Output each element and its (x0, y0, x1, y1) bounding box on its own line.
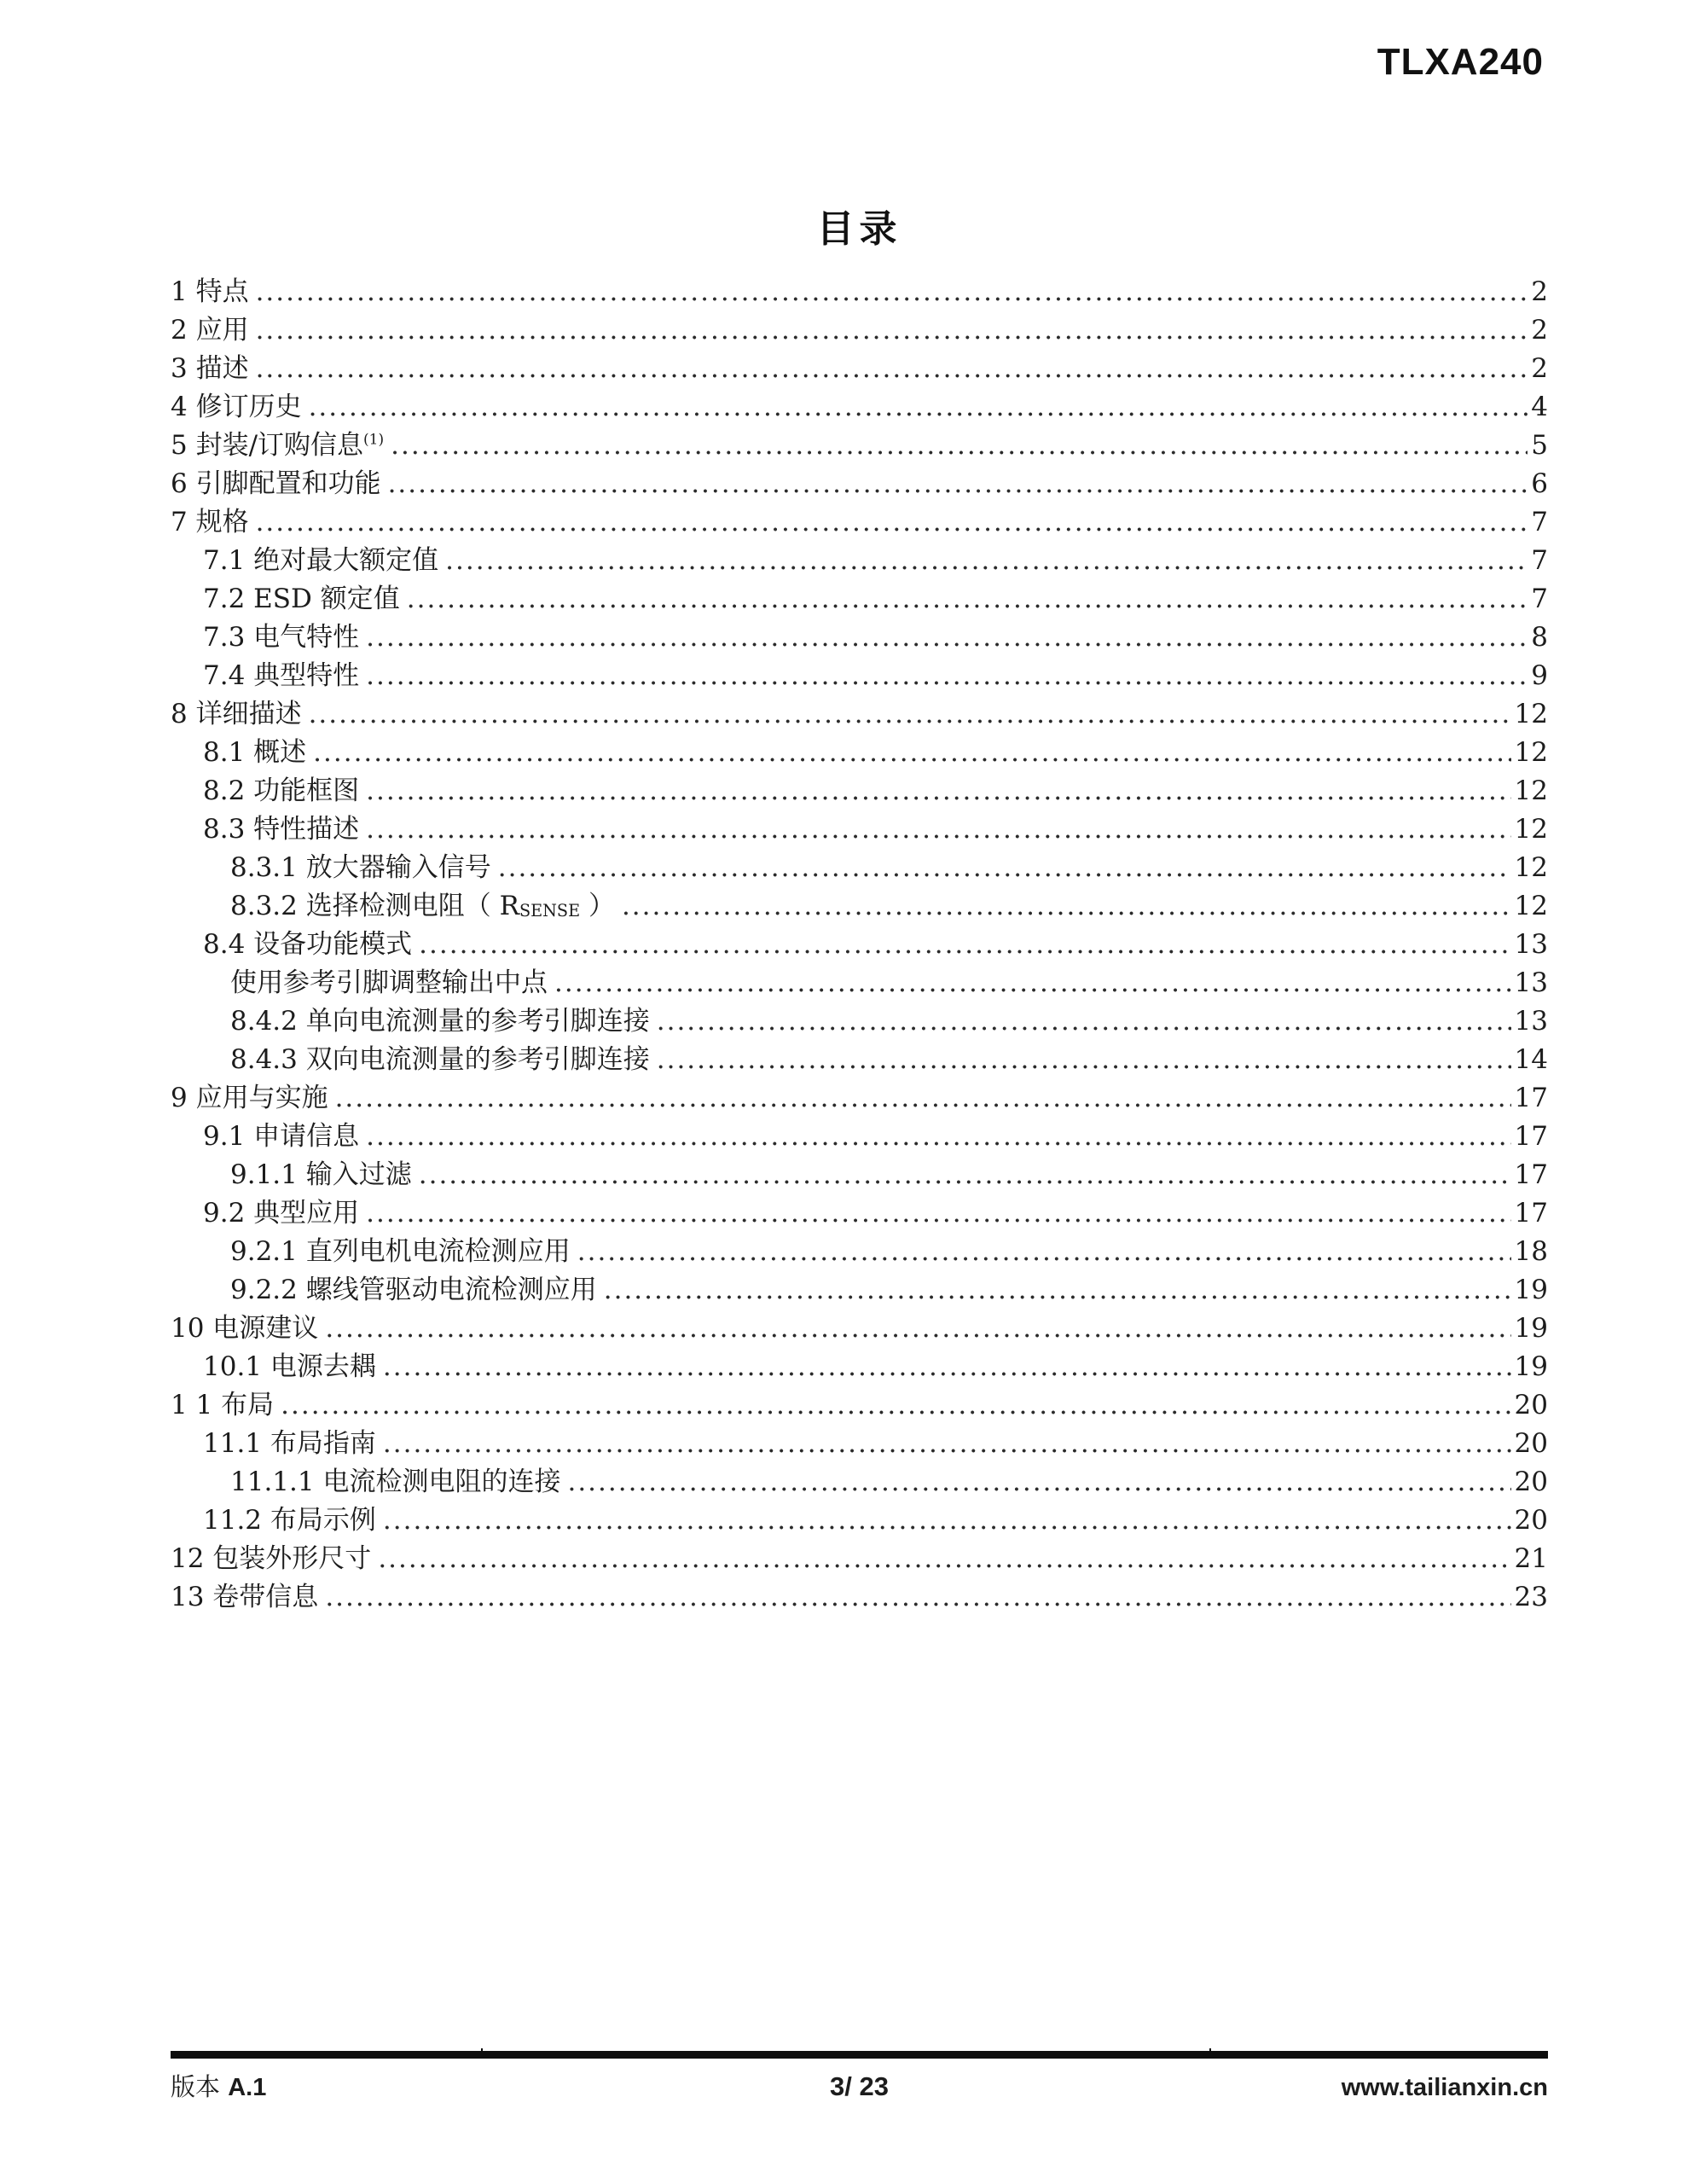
toc-entry-label: 9.2 典型应用 (203, 1198, 360, 1228)
toc-entry[interactable] (171, 961, 1548, 999)
toc-entry-label: 6 引脚配置和功能 (171, 468, 381, 499)
toc-entry[interactable] (171, 577, 1548, 615)
toc-entry[interactable] (171, 1421, 1548, 1460)
toc-entry[interactable] (171, 500, 1548, 538)
toc-entry-label: 8 详细描述 (171, 699, 302, 729)
toc-entry-label: 3 描述 (171, 353, 249, 384)
dotted-leader (383, 1505, 1511, 1536)
toc-entry-label: 9.2.2 螺线管驱动电流检测应用 (230, 1275, 597, 1305)
dotted-leader (419, 929, 1510, 960)
toc-entry-page-number: 20 (1514, 1428, 1548, 1459)
toc-entry[interactable] (171, 1076, 1548, 1114)
toc-entry-page-number: 14 (1514, 1044, 1548, 1075)
dotted-leader (309, 699, 1511, 729)
website-link[interactable]: www.tailianxin.cn (1341, 2074, 1548, 2101)
toc-entry-page-number: 2 (1531, 353, 1548, 384)
toc-entry[interactable] (171, 769, 1548, 807)
dotted-leader (622, 891, 1511, 921)
dotted-leader (366, 1198, 1510, 1228)
dotted-leader (577, 1236, 1511, 1267)
toc-entry[interactable] (171, 730, 1548, 769)
dotted-leader (391, 430, 1528, 461)
dotted-leader (419, 1159, 1511, 1190)
toc-entry-label: 1 特点 (171, 276, 249, 307)
toc-entry-page-number: 2 (1531, 276, 1548, 307)
page-title: 目录 (816, 207, 902, 251)
toc-entry[interactable] (171, 807, 1548, 845)
dotted-leader (256, 507, 1528, 537)
toc-entry-page-number: 19 (1514, 1275, 1548, 1305)
toc-entry[interactable] (171, 346, 1548, 385)
toc-entry[interactable] (171, 270, 1548, 308)
toc-entry-page-number: 12 (1514, 775, 1548, 806)
toc-entry-label: 9 应用与实施 (171, 1083, 328, 1113)
dotted-leader (335, 1083, 1511, 1113)
toc-entry-subscript: SENSE (519, 901, 581, 921)
toc-entry-page-number: 17 (1514, 1083, 1548, 1113)
toc-entry[interactable] (171, 1268, 1548, 1306)
dotted-leader (366, 775, 1510, 806)
dotted-leader (498, 852, 1511, 883)
toc-entry-label: 10 电源建议 (171, 1313, 319, 1344)
footer-divider (171, 2051, 1548, 2059)
toc-entry[interactable] (171, 999, 1548, 1037)
toc-entry[interactable] (171, 1037, 1548, 1076)
dotted-leader (366, 622, 1528, 653)
toc-entry[interactable] (171, 538, 1548, 577)
dotted-leader (366, 814, 1510, 845)
toc-entry[interactable] (171, 653, 1548, 692)
toc-entry-label: 7.3 电气特性 (203, 622, 360, 653)
toc-entry[interactable] (171, 308, 1548, 346)
toc-entry[interactable] (171, 1191, 1548, 1229)
toc-entry-label: 12 包装外形尺寸 (171, 1543, 372, 1574)
toc-entry-label: 4 修订历史 (171, 392, 302, 422)
toc-entry[interactable] (171, 692, 1548, 730)
toc-entry-label: 5 封装/订购信息$^{(1)}$ (171, 430, 385, 461)
toc-entry[interactable] (171, 423, 1548, 462)
toc-entry-page-number: 19 (1514, 1313, 1548, 1344)
toc-entry-page-number: 17 (1514, 1159, 1548, 1190)
toc-entry-page-number: 19 (1514, 1351, 1548, 1382)
dotted-leader (366, 660, 1528, 691)
toc-entry-label: 8.3 特性描述 (203, 814, 360, 845)
toc-entry-page-number: 20 (1514, 1467, 1548, 1497)
dotted-leader (388, 468, 1528, 499)
toc-entry-page-number: 13 (1514, 929, 1548, 960)
toc-entry[interactable] (171, 615, 1548, 653)
toc-entry-label: 2 应用 (171, 315, 249, 346)
toc-entry-label: 使用参考引脚调整输出中点 (230, 967, 548, 998)
toc-entry[interactable] (171, 1114, 1548, 1153)
toc-entry[interactable] (171, 1153, 1548, 1191)
toc-entry-page-number: 4 (1531, 392, 1548, 422)
toc-entry-page-number: 17 (1514, 1198, 1548, 1228)
toc-entry-label: 7.2 ESD 额定值 (203, 584, 400, 614)
toc-entry[interactable] (171, 1229, 1548, 1268)
toc-entry[interactable] (171, 1536, 1548, 1575)
toc-entry-label: 8.3.1 放大器输入信号 (230, 852, 491, 883)
toc-entry[interactable] (171, 1345, 1548, 1383)
toc-entry-page-number: 13 (1514, 1006, 1548, 1037)
toc-entry-label: 10.1 电源去耦 (203, 1351, 376, 1382)
dotted-leader (383, 1351, 1511, 1382)
dotted-leader (567, 1467, 1510, 1497)
toc-entry-label: 8.1 概述 (203, 737, 307, 768)
dotted-leader (657, 1044, 1511, 1075)
dotted-leader (313, 737, 1510, 768)
dotted-leader (366, 1121, 1510, 1152)
toc-entry-page-number: 7 (1531, 507, 1548, 537)
toc-entry-label: 7 规格 (171, 507, 249, 537)
toc-entry-page-number: 12 (1514, 737, 1548, 768)
toc-entry[interactable] (171, 1575, 1548, 1613)
dotted-leader (325, 1313, 1510, 1344)
toc-entry-page-number: 13 (1514, 967, 1548, 998)
dotted-leader (256, 276, 1528, 307)
toc-entry-label: 11.1 布局指南 (203, 1428, 376, 1459)
toc-entry[interactable] (171, 385, 1548, 423)
dotted-leader (383, 1428, 1511, 1459)
dotted-leader (378, 1543, 1510, 1574)
toc-entry-label: 11.1.1 电流检测电阻的连接 (230, 1467, 561, 1497)
toc-entry-page-number: 20 (1514, 1505, 1548, 1536)
toc-entry[interactable] (171, 845, 1548, 884)
toc-entry-page-number: 7 (1531, 584, 1548, 614)
toc-entry-label: 13 卷带信息 (171, 1582, 319, 1612)
toc-entry-page-number: 12 (1514, 852, 1548, 883)
page-indicator: 3/ 23 (830, 2071, 889, 2101)
toc-entry[interactable] (171, 1498, 1548, 1536)
toc-entry-label: 11.2 布局示例 (203, 1505, 376, 1536)
toc-entry-page-number: 9 (1531, 660, 1548, 691)
toc-entry-label: 8.3.2 选择检测电阻（ $R_{SENSE}$ ） (230, 891, 615, 921)
toc-entry-page-number: 18 (1514, 1236, 1548, 1267)
toc-entry-page-number: 5 (1531, 430, 1548, 461)
toc-entry-label: 9.1 申请信息 (203, 1121, 360, 1152)
toc-entry[interactable] (171, 884, 1548, 922)
dotted-leader (554, 967, 1511, 998)
dotted-leader (281, 1390, 1510, 1420)
toc-entry[interactable] (171, 1460, 1548, 1498)
dotted-leader (604, 1275, 1511, 1305)
toc-entry-page-number: 21 (1514, 1543, 1548, 1574)
toc-entry-page-number: 20 (1514, 1390, 1548, 1420)
toc-entry-label: 1 1 布局 (171, 1390, 275, 1420)
toc-entry-label: 8.4 设备功能模式 (203, 929, 413, 960)
dotted-leader (256, 315, 1528, 346)
toc-entry-page-number: 12 (1514, 814, 1548, 845)
dotted-leader (256, 353, 1528, 384)
toc-entry-label: 7.1 绝对最大额定值 (203, 545, 439, 576)
dotted-leader (407, 584, 1528, 614)
toc-entry-label: 8.4.2 单向电流测量的参考引脚连接 (230, 1006, 650, 1037)
divider-tick (481, 2048, 483, 2059)
version-info (171, 2068, 629, 2103)
toc-entry-page-number: 8 (1531, 622, 1548, 653)
dotted-leader (309, 392, 1528, 422)
toc-entry-label: 8.4.3 双向电流测量的参考引脚连接 (230, 1044, 650, 1075)
toc-entry-superscript: (1) (363, 431, 385, 449)
toc-entry-label: 9.2.1 直列电机电流检测应用 (230, 1236, 571, 1267)
divider-tick (1209, 2048, 1211, 2059)
toc-entry-page-number: 2 (1531, 315, 1548, 346)
toc-entry[interactable] (171, 1383, 1548, 1421)
toc-entry-page-number: 12 (1514, 699, 1548, 729)
dotted-leader (325, 1582, 1510, 1612)
table-of-contents (171, 270, 1548, 1613)
version-label: 版本 (171, 2072, 229, 2101)
dotted-leader (657, 1006, 1511, 1037)
toc-entry-label: 8.2 功能框图 (203, 775, 360, 806)
toc-entry-page-number: 7 (1531, 545, 1548, 576)
toc-entry-label: 9.1.1 输入过滤 (230, 1159, 412, 1190)
toc-entry[interactable] (171, 922, 1548, 961)
toc-entry-page-number: 17 (1514, 1121, 1548, 1152)
dotted-leader (445, 545, 1528, 576)
toc-entry[interactable] (171, 462, 1548, 500)
toc-entry-page-number: 23 (1514, 1582, 1548, 1612)
page-footer (171, 2068, 1548, 2103)
toc-entry[interactable] (171, 1306, 1548, 1345)
toc-entry-label: 7.4 典型特性 (203, 660, 360, 691)
version-value: A.1 (228, 2074, 267, 2101)
product-name: TLXA240 (1377, 41, 1544, 83)
toc-entry-page-number: 6 (1531, 468, 1548, 499)
toc-entry-page-number: 12 (1514, 891, 1548, 921)
